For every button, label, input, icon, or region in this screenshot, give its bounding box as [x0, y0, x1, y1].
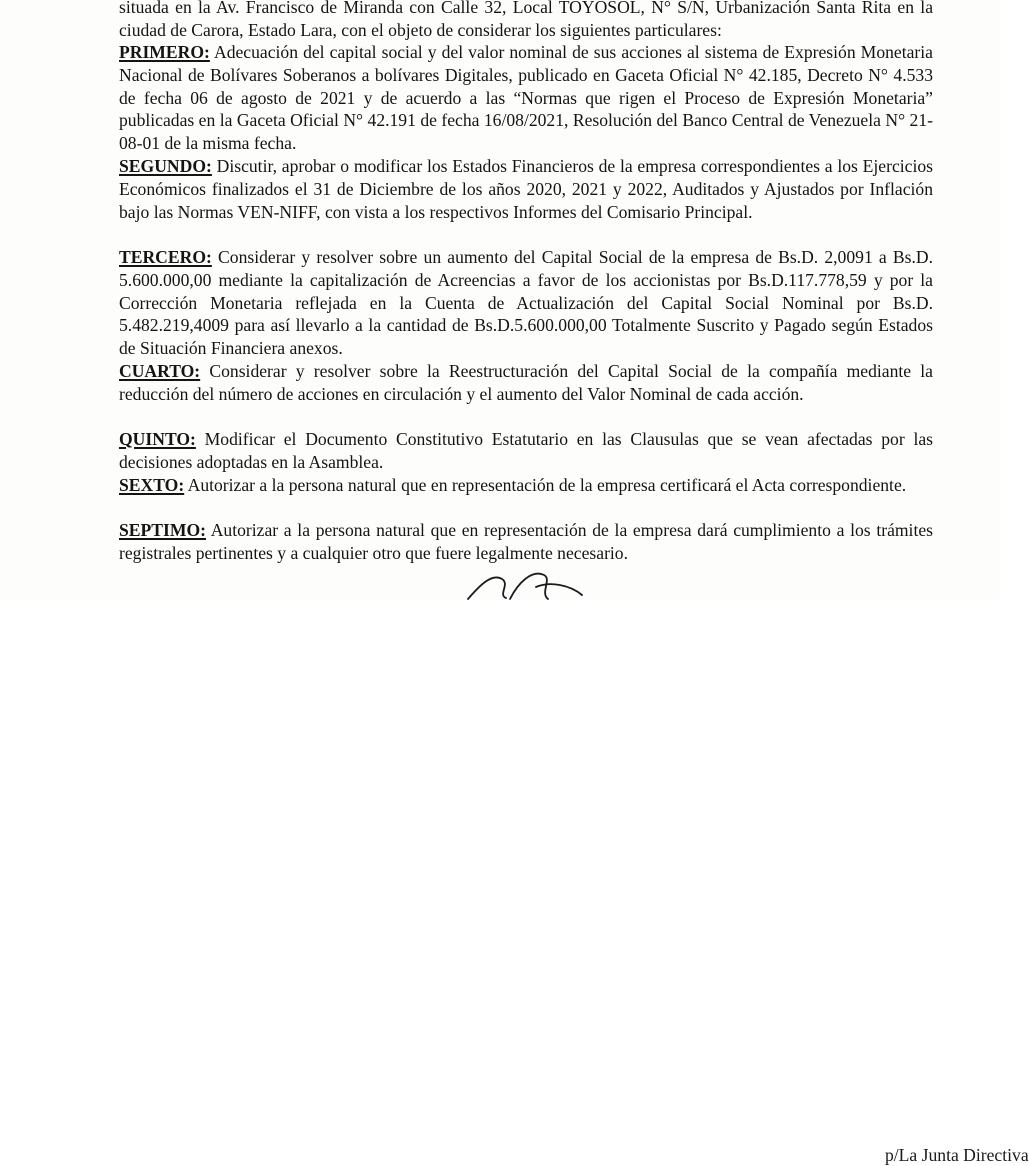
item-primero	[119, 41, 933, 155]
item-heading: PRIMERO:	[119, 42, 210, 62]
item-septimo	[119, 519, 933, 565]
item-heading: SEPTIMO:	[119, 520, 206, 540]
item-cuarto	[119, 360, 933, 406]
item-text: Modificar el Documento Constitutivo Estatutario en las Clausulas que se vean afectadas por las decisiones adoptadas en la Asamblea.	[119, 429, 933, 472]
item-heading: TERCERO:	[119, 247, 212, 267]
item-text: Considerar y resolver sobre la Reestructuración del Capital Social de la compañía mediante la reducción del número de acciones en circulación y el aumento del Valor Nominal de cada acción.	[119, 361, 933, 404]
item-tercero	[119, 246, 933, 360]
signature-caption: p/La Junta Directiva	[885, 1145, 1029, 1165]
signature-block	[440, 565, 1029, 1165]
item-text: Discutir, aprobar o modificar los Estados Financieros de la empresa correspondientes a los Ejercicios Económicos finalizados el 31 de Diciembre de los años 2020, 2021 y 2022, Auditados y Ajustados por Inflación bajo las Normas VEN-NIFF, con vista a los respectivos Informes del Comisario Principal.	[119, 156, 933, 222]
item-segundo	[119, 155, 933, 223]
item-text: Considerar y resolver sobre un aumento del Capital Social de la empresa de Bs.D. 2,0091 a Bs.D. 5.600.000,00 mediante la capitalización de Acreencias a favor de los accionistas por Bs.D.117.778,59 y por la Corrección Monetaria reflejada en la Cuenta de Actualización del Capital Social Nominal por Bs.D. 5.482.219,4009 para así llevarlo a la cantidad de Bs.D.5.600.000,00 Totalmente Suscrito y Pagado según Estados de Situación Financiera anexos.	[119, 247, 933, 359]
handwritten-signature	[440, 565, 640, 600]
item-heading: SEXTO:	[119, 475, 185, 495]
item-text: Autorizar a la persona natural que en representación de la empresa dará cumplimiento a los trámites registrales pertinentes y a cualquier otro que fuere legalmente necesario.	[119, 520, 933, 563]
item-quinto	[119, 428, 933, 474]
item-heading: SEGUNDO:	[119, 156, 212, 176]
item-text: Adecuación del capital social y del valor nominal de sus acciones al sistema de Expresión Monetaria Nacional de Bolívares Soberanos a bolívares Digitales, publicado en Gaceta Oficial N° 42.185, Decreto N° 4.533 de fecha 06 de agosto de 2021 y de acuerdo a las “Normas que rigen el Proceso de Expresión Monetaria” publicadas en la Gaceta Oficial N° 42.191 de fecha 16/08/2021, Resolución del Banco Central de Venezuela N° 21-08-01 de la misma fecha.	[119, 42, 933, 154]
item-text: Autorizar a la persona natural que en representación de la empresa certificará el Acta correspondiente.	[184, 475, 907, 495]
item-sexto	[119, 474, 933, 497]
intro-paragraph: situada en la Av. Francisco de Miranda con Calle 32, Local TOYOSOL, N° S/N, Urbanización Santa Rita en la ciudad de Carora, Estado Lara, con el objeto de considerar los siguientes particulares:	[119, 0, 933, 40]
item-heading: QUINTO:	[119, 429, 196, 449]
item-heading: CUARTO:	[119, 361, 201, 381]
